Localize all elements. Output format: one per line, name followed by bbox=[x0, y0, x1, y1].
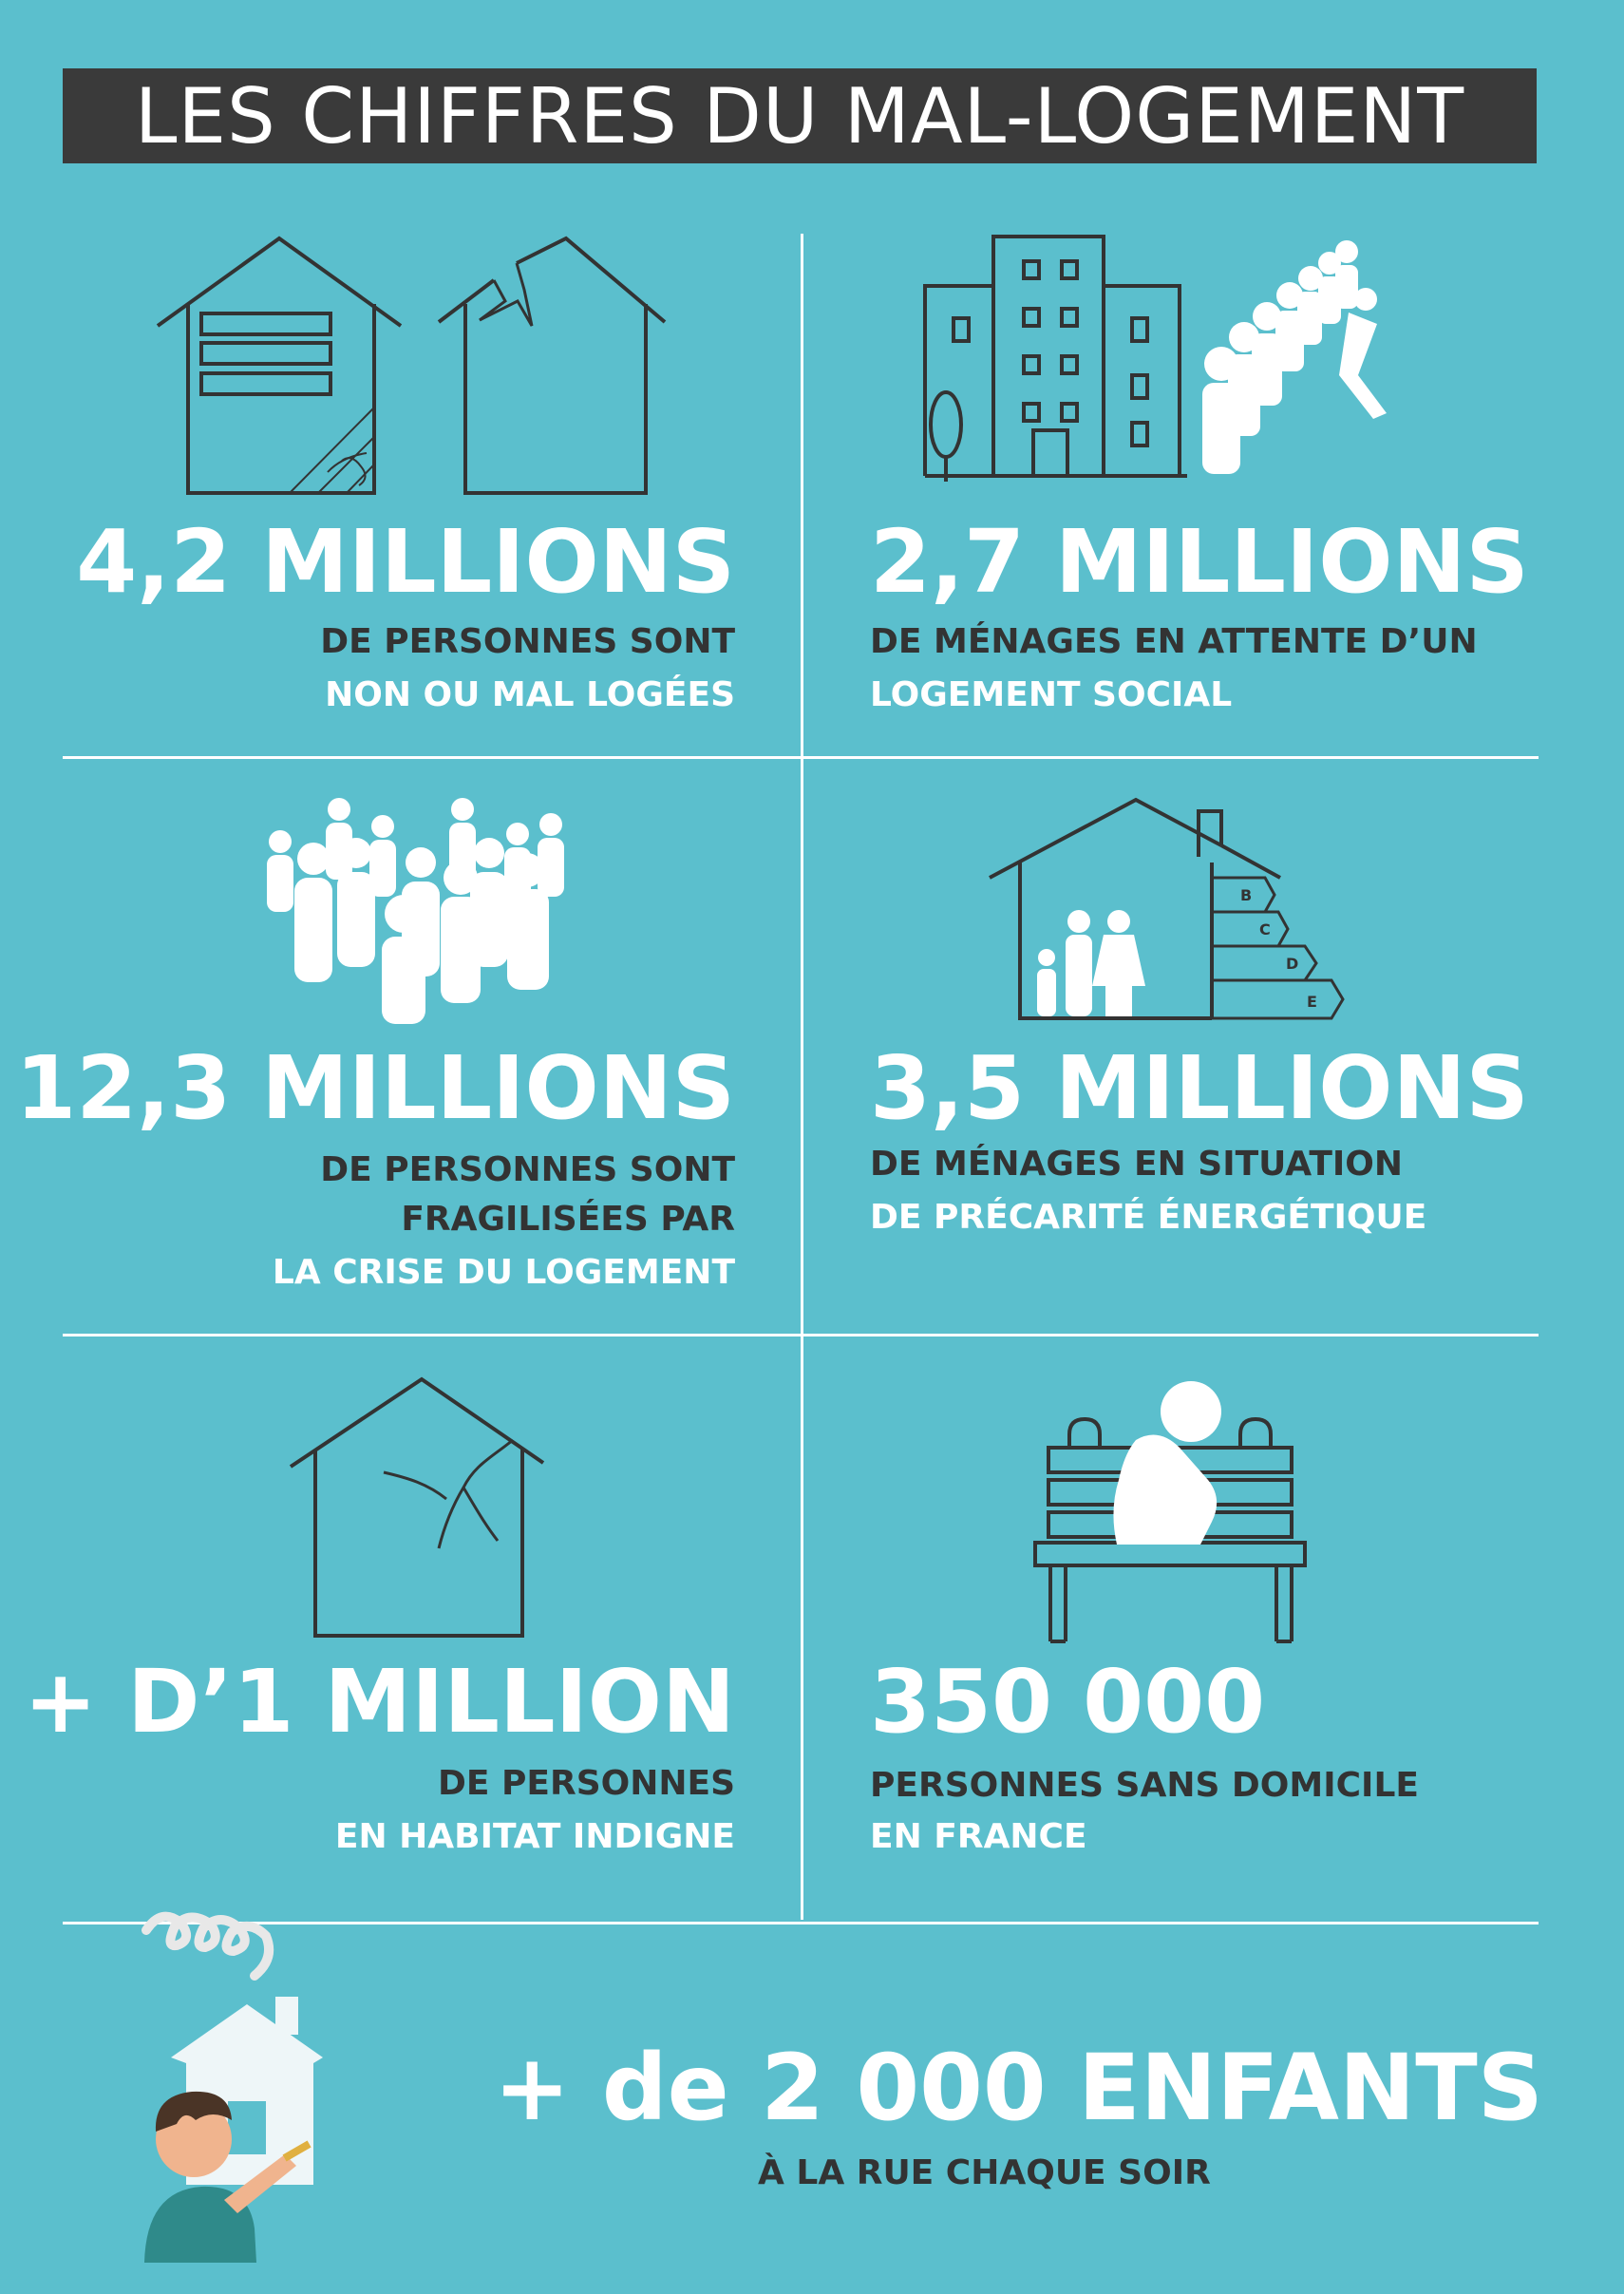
row-divider-1 bbox=[63, 756, 1539, 759]
stat-line-5b: EN HABITAT INDIGNE bbox=[334, 1817, 735, 1856]
stat-line-2b: LOGEMENT SOCIAL bbox=[870, 675, 1233, 714]
stat-figure-1: 4,2 MILLIONS bbox=[76, 511, 735, 613]
person-on-bench-icon bbox=[1031, 1377, 1307, 1643]
stat-line-1b: NON OU MAL LOGÉES bbox=[325, 675, 735, 714]
damaged-houses-icon bbox=[152, 233, 684, 499]
page-title: LES CHIFFRES DU MAL-LOGEMENT bbox=[134, 71, 1465, 161]
energy-label-d: D bbox=[1286, 955, 1299, 973]
stat-figure-4: 3,5 MILLIONS bbox=[870, 1037, 1529, 1139]
stat-line-4a: DE MÉNAGES EN SITUATION bbox=[870, 1145, 1404, 1184]
crowd-icon bbox=[261, 796, 575, 1024]
stat-line-3a: DE PERSONNES SONT bbox=[320, 1150, 735, 1189]
stat-line-6a: PERSONNES SANS DOMICILE bbox=[870, 1766, 1419, 1805]
row-divider-2 bbox=[63, 1334, 1539, 1337]
stat-line-4b: DE PRÉCARITÉ ÉNERGÉTIQUE bbox=[870, 1198, 1427, 1237]
stat-line-2a: DE MÉNAGES EN ATTENTE D’UN bbox=[870, 622, 1478, 661]
footer-figure: + de 2 000 ENFANTS bbox=[494, 2035, 1543, 2141]
vertical-divider bbox=[801, 234, 803, 1920]
queue-building-icon bbox=[912, 233, 1425, 489]
stat-line-5a: DE PERSONNES bbox=[437, 1764, 735, 1803]
stat-line-3b: FRAGILISÉES PAR bbox=[401, 1200, 735, 1239]
child-drawing-house-icon bbox=[133, 1905, 399, 2263]
stat-line-3c: LA CRISE DU LOGEMENT bbox=[272, 1253, 735, 1292]
stat-line-6b: EN FRANCE bbox=[870, 1817, 1087, 1856]
energy-house-icon bbox=[984, 796, 1350, 1024]
energy-label-b: B bbox=[1240, 886, 1253, 904]
stat-figure-6: 350 000 bbox=[870, 1651, 1266, 1753]
stat-figure-5: + D’1 MILLION bbox=[24, 1651, 735, 1753]
stat-line-1a: DE PERSONNES SONT bbox=[320, 622, 735, 661]
energy-label-e: E bbox=[1307, 993, 1317, 1011]
footer-line: À LA RUE CHAQUE SOIR bbox=[758, 2153, 1211, 2192]
cracked-house-icon bbox=[285, 1374, 547, 1640]
stat-figure-2: 2,7 MILLIONS bbox=[870, 511, 1529, 613]
energy-label-c: C bbox=[1259, 920, 1271, 938]
stat-figure-3: 12,3 MILLIONS bbox=[15, 1037, 735, 1139]
title-bar bbox=[63, 68, 1537, 163]
